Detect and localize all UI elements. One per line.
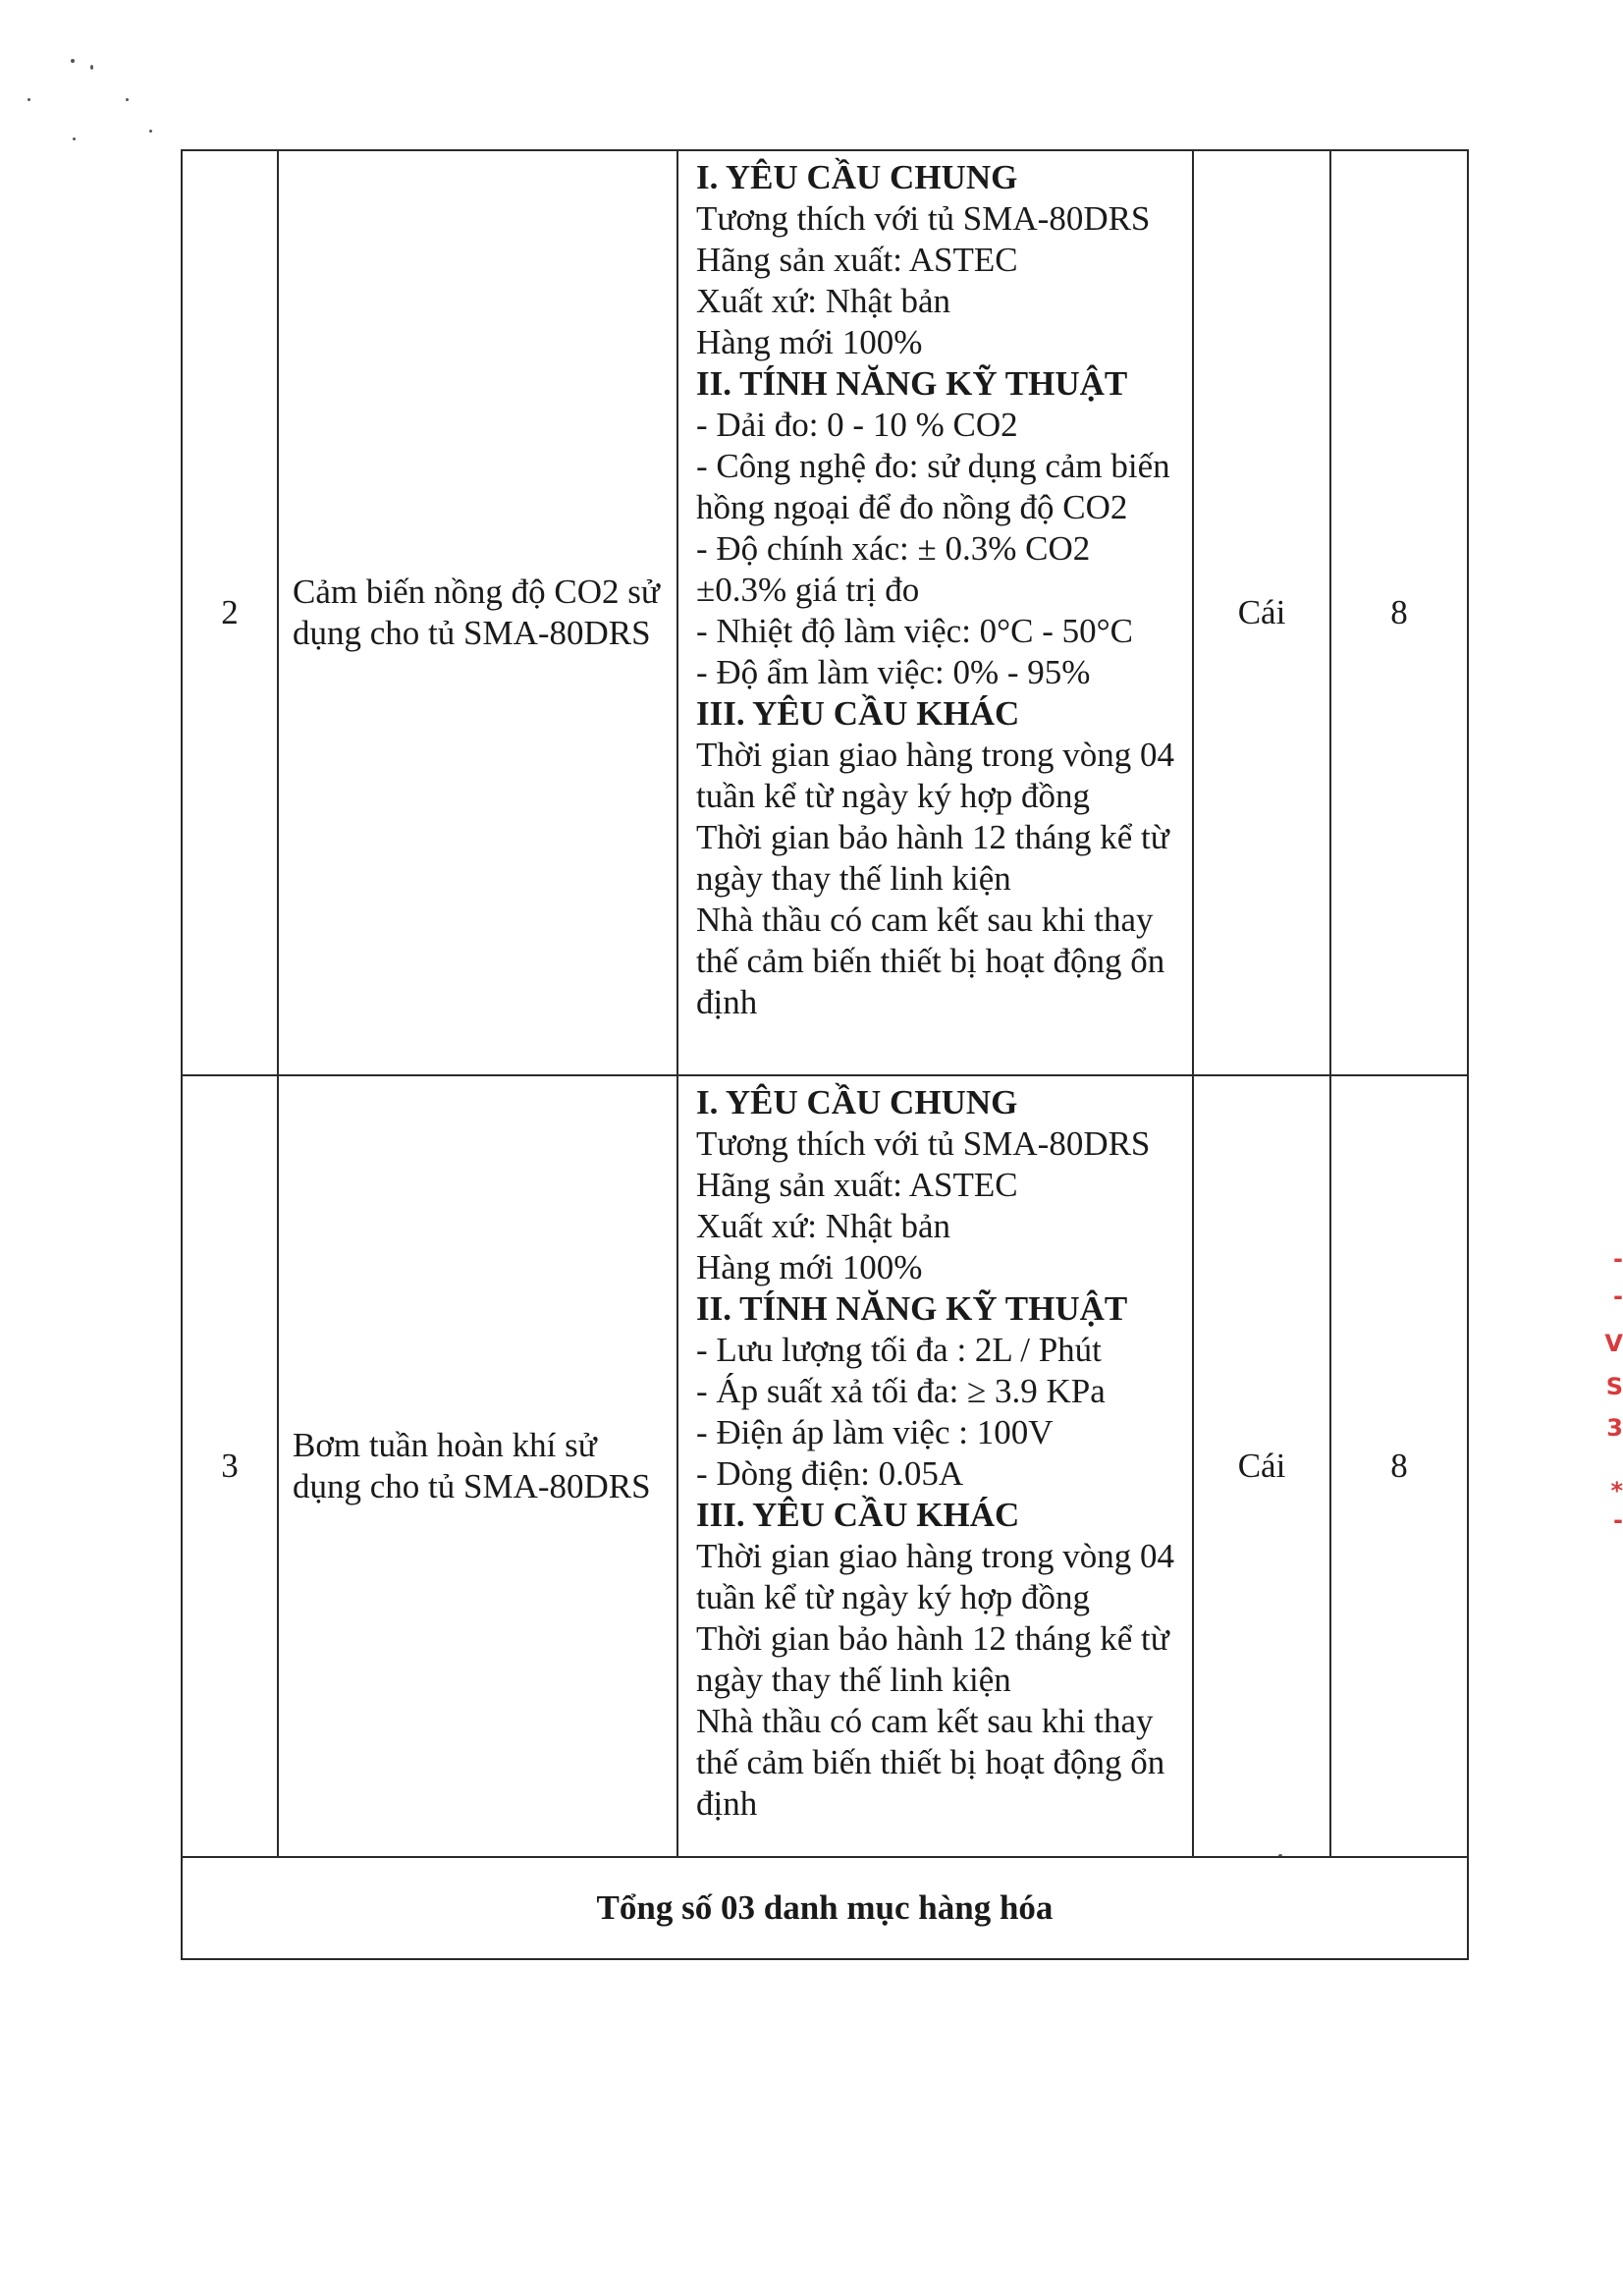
item-unit: Cái [1193,1075,1330,1857]
spec-line: Thời gian giao hàng trong vòng 04 tuần kể từ ngày ký hợp đồng [696,736,1175,815]
goods-table [181,149,1469,1960]
spec-line: - Áp suất xả tối đa: ≥ 3.9 KPa [696,1372,1106,1410]
spec-heading: III. YÊU CẦU KHÁC [696,1496,1020,1534]
item-unit: Cái [1193,150,1330,1075]
scan-speck [71,59,75,63]
spec-line: Hãng sản xuất: ASTEC [696,241,1018,279]
item-specification [677,1075,1193,1857]
spec-line: - Độ ẩm làm việc: 0% - 95% [696,653,1091,691]
total-label: Tổng số 03 danh mục hàng hóa [182,1857,1468,1959]
scan-speck [126,98,129,101]
stamp-fragment: V [1604,1330,1623,1357]
spec-line: Xuất xứ: Nhật bản [696,1207,951,1245]
spec-line: - Điện áp làm việc : 100V [696,1413,1054,1451]
spec-heading: I. YÊU CẦU CHUNG [696,1083,1018,1121]
table-row [182,1075,1468,1857]
spec-line: - Nhiệt độ làm việc: 0°C - 50°C [696,612,1134,650]
stamp-fragment: - [1613,1283,1623,1310]
scan-speck [90,65,93,70]
spec-heading: III. YÊU CẦU KHÁC [696,694,1020,733]
spec-line: Thời gian bảo hành 12 tháng kể từ ngày thay thế linh kiện [696,1619,1169,1699]
item-number: 2 [182,150,278,1075]
spec-line: - Dòng điện: 0.05A [696,1454,964,1493]
spec-line: - Dải đo: 0 - 10 % CO2 [696,406,1018,444]
spec-line: Hàng mới 100% [696,1248,923,1286]
spec-line: Tương thích với tủ SMA-80DRS [696,199,1151,238]
scan-speck [73,137,76,140]
stamp-fragment: - [1613,1245,1623,1273]
stamp-fragment: S [1605,1373,1623,1400]
spec-line: Xuất xứ: Nhật bản [696,282,951,320]
item-name: Cảm biến nồng độ CO2 sử dụng cho tủ SMA-80DRS [278,150,677,1075]
scan-speck [27,98,30,101]
spec-heading: II. TÍNH NĂNG KỸ THUẬT [696,1289,1128,1328]
spec-line: - Lưu lượng tối đa : 2L / Phút [696,1331,1102,1369]
spec-line: Nhà thầu có cam kết sau khi thay thế cảm biến thiết bị hoạt động ổn định [696,901,1165,1021]
spec-heading: I. YÊU CẦU CHUNG [696,158,1018,196]
spec-line: Thời gian bảo hành 12 tháng kể từ ngày thay thế linh kiện [696,818,1169,898]
item-quantity: 8 [1330,150,1468,1075]
table-row [182,150,1468,1075]
spec-line: Thời gian giao hàng trong vòng 04 tuần kể từ ngày ký hợp đồng [696,1537,1175,1616]
spec-line: Hãng sản xuất: ASTEC [696,1166,1018,1204]
spec-line: Nhà thầu có cam kết sau khi thay thế cảm biến thiết bị hoạt động ổn định [696,1702,1165,1823]
scan-speck [149,130,152,133]
item-specification [677,150,1193,1075]
spec-line: - Độ chính xác: ± 0.3% CO2 ±0.3% giá trị đo [696,529,1091,609]
spec-heading: II. TÍNH NĂNG KỸ THUẬT [696,364,1128,403]
spec-line: Hàng mới 100% [696,323,923,361]
spec-line: - Công nghệ đo: sử dụng cảm biến hồng ngoại để đo nồng độ CO2 [696,447,1170,526]
item-quantity: 8 [1330,1075,1468,1857]
item-number: 3 [182,1075,278,1857]
stamp-fragment: 3 [1606,1414,1623,1442]
spec-line: Tương thích với tủ SMA-80DRS [696,1124,1151,1163]
stamp-fragment: * [1610,1477,1623,1504]
total-row [182,1857,1468,1959]
stamp-fragment: - [1613,1506,1623,1534]
item-name: Bơm tuần hoàn khí sử dụng cho tủ SMA-80DRS [278,1075,677,1857]
